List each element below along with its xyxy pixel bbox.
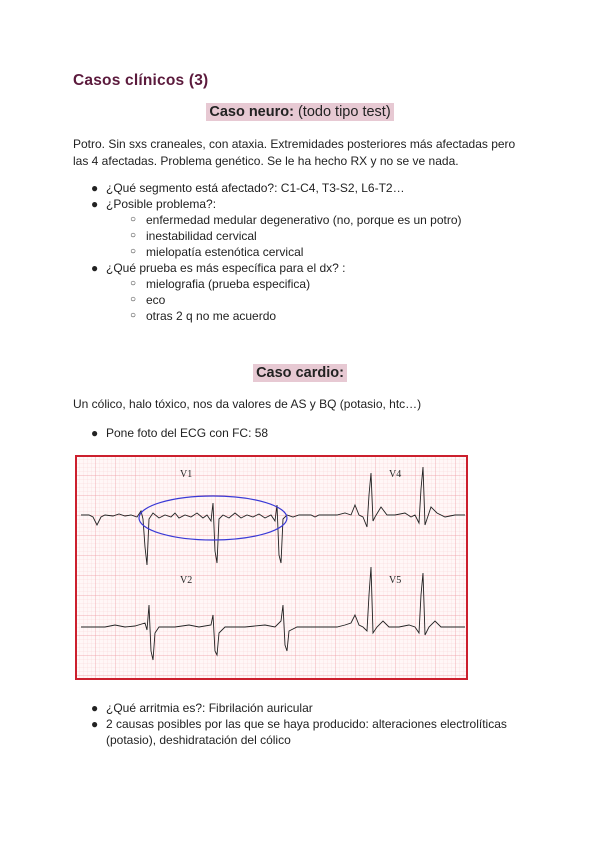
cardio-ecg-bullet-list [73, 425, 543, 441]
list-item: ○ mielopatía estenótica cervical [130, 245, 304, 259]
neuro-heading-bold: Caso neuro: [209, 104, 294, 120]
ecg-lead-label-v4: V4 [389, 469, 402, 480]
neuro-question-2-text: ¿Posible problema?: [106, 197, 217, 211]
list-item: ○ otras 2 q no me acuerdo [130, 309, 277, 323]
neuro-question-1-text: ¿Qué segmento está afectado?: C1-C4, T3-S2, L6-T2… [106, 181, 405, 195]
neuro-heading-rest: (todo tipo test) [297, 104, 391, 120]
cardio-ecg-bullet: ● Pone foto del ECG con FC: 58 [91, 426, 269, 440]
ecg-lead-label-v2: V2 [180, 575, 193, 586]
list-item: ○ enfermedad medular degenerativo (no, porque es un potro) [130, 213, 462, 227]
circle-bullet-icon: ○ [130, 294, 137, 305]
circle-bullet-icon: ○ [130, 278, 137, 289]
circle-bullet-icon: ○ [130, 310, 137, 321]
bullet-icon: ● [91, 701, 99, 715]
neuro-paragraph [73, 136, 533, 170]
circle-bullet-icon: ○ [130, 230, 137, 241]
list-item: ○ eco [130, 293, 166, 307]
ecg-lead-label-v1: V1 [180, 469, 193, 480]
ecg-strip-image [75, 455, 468, 680]
neuro-heading-highlight [206, 103, 393, 121]
bullet-icon: ● [91, 197, 99, 211]
circle-bullet-icon: ○ [130, 246, 137, 257]
cardio-heading-text: Caso cardio: [253, 364, 347, 382]
cardio-answer-list [73, 700, 543, 748]
neuro-question-3-options [106, 276, 543, 324]
list-item: ○ inestabilidad cervical [130, 229, 257, 243]
ecg-lead-label-v5: V5 [389, 575, 402, 586]
cardio-answer-2: ● 2 causas posibles por las que se haya producido: alteraciones electrolíticas (potasio), deshidratación del cólico [91, 717, 507, 747]
cardio-paragraph: Un cólico, halo tóxico, nos da valores de AS y BQ (potasio, htc…) [73, 397, 422, 411]
neuro-question-1 [73, 180, 543, 196]
neuro-heading [0, 104, 600, 120]
neuro-paragraph-line-1: Potro. Sin sxs craneales, con ataxia. Extremidades posteriores más afectadas pero [73, 137, 516, 151]
bullet-icon: ● [91, 261, 99, 275]
bullet-icon: ● [91, 181, 99, 195]
neuro-question-2 [73, 196, 543, 260]
document-title: Casos clínicos (3) [73, 72, 209, 89]
neuro-question-2-options [106, 212, 543, 260]
bullet-icon: ● [91, 717, 99, 731]
cardio-answer-1: ● ¿Qué arritmia es?: Fibrilación auricular [91, 701, 313, 715]
neuro-question-list [73, 180, 543, 324]
bullet-icon: ● [91, 426, 99, 440]
neuro-question-3-text: ¿Qué prueba es más específica para el dx? : [106, 261, 346, 275]
neuro-question-3 [73, 260, 543, 324]
circle-bullet-icon: ○ [130, 214, 137, 225]
cardio-heading [0, 365, 600, 381]
neuro-paragraph-line-2: las 4 afectadas. Problema genético. Se le ha hecho RX y no se ve nada. [73, 154, 459, 168]
list-item: ○ mielografia (prueba especifica) [130, 277, 311, 291]
ecg-grid [75, 455, 468, 680]
